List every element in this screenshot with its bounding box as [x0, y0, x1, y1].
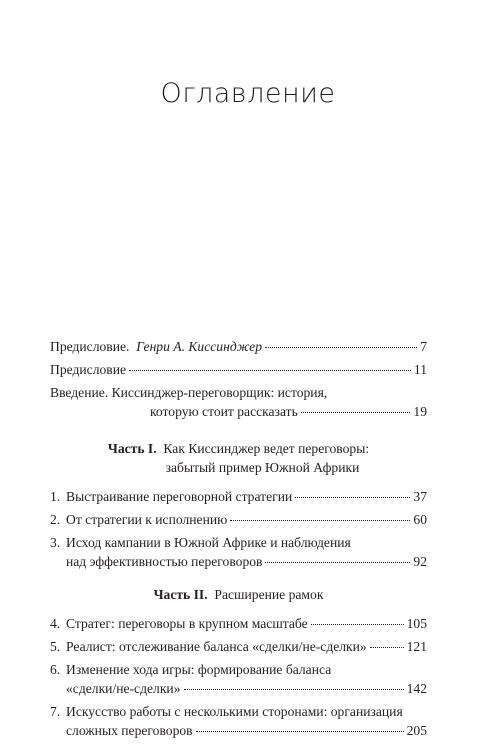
- part-heading: [50, 441, 427, 479]
- chapter-title: Исход кампании в Южной Африке и наблюдения: [66, 535, 351, 550]
- toc-entry-chapter[interactable]: [50, 704, 427, 746]
- dot-leader: [196, 731, 404, 732]
- toc-entry-page: 37: [413, 489, 427, 504]
- chapter-title: Изменение хода игры: формирование баланса: [66, 662, 332, 677]
- part-heading: [50, 587, 427, 606]
- toc-entry-label: Введение. Киссинджер-переговорщик: история,: [50, 385, 328, 400]
- toc-entry-page: 92: [413, 554, 427, 569]
- toc-entry-chapter[interactable]: [50, 535, 427, 577]
- toc-entry-chapter[interactable]: [50, 639, 427, 662]
- toc-entry-foreword[interactable]: [50, 339, 427, 362]
- part-label: Часть I.: [107, 441, 157, 456]
- chapter-title: От стратегии к исполнению: [66, 512, 228, 527]
- toc-entry-page: 19: [413, 404, 427, 419]
- toc-entry-label-cont: которую стоит рассказать: [150, 404, 298, 419]
- dot-leader: [265, 347, 417, 348]
- page-title: Оглавление: [160, 78, 336, 109]
- toc-entry-chapter[interactable]: [50, 616, 427, 639]
- toc-entry-page: 60: [413, 512, 427, 527]
- toc-entry-chapter[interactable]: [50, 489, 427, 512]
- part-title: Как Киссинджер ведет переговоры:: [163, 441, 370, 456]
- chapter-number: 1.: [50, 489, 61, 504]
- part-label: Часть II.: [153, 587, 208, 602]
- toc-entry-preface[interactable]: [50, 362, 427, 385]
- toc-entry-page: 205: [406, 723, 427, 738]
- dot-leader: [370, 647, 404, 648]
- toc-entry-author: Генри А. Киссинджер: [136, 339, 263, 354]
- chapter-number: 3.: [50, 535, 61, 550]
- chapter-number: 5.: [50, 639, 61, 654]
- dot-leader: [230, 520, 410, 521]
- chapter-title-cont: «сделки/не-сделки»: [66, 681, 181, 696]
- dot-leader: [265, 562, 410, 563]
- toc-entry-page: 121: [406, 639, 427, 654]
- dot-leader: [184, 689, 404, 690]
- part-title: Расширение рамок: [214, 587, 324, 602]
- part-title-cont: забытый пример Южной Африки: [165, 460, 360, 475]
- chapter-title: Стратег: переговоры в крупном масштабе: [66, 616, 308, 631]
- chapter-title-cont: сложных переговоров: [66, 723, 193, 738]
- chapter-number: 2.: [50, 512, 61, 527]
- dot-leader: [311, 624, 404, 625]
- dot-leader: [301, 412, 411, 413]
- chapter-title: Реалист: отслеживание баланса «сделки/не-сделки»: [66, 639, 367, 654]
- toc-entry-page: 142: [406, 681, 427, 696]
- toc-entry-label: Предисловие: [50, 362, 127, 377]
- chapter-title-cont: над эффективностью переговоров: [66, 554, 263, 569]
- chapter-number: 6.: [50, 662, 61, 677]
- toc-entry-intro[interactable]: [50, 385, 427, 427]
- toc-entry-page: 105: [406, 616, 427, 631]
- chapter-number: 7.: [50, 704, 61, 719]
- chapter-title: Искусство работы с несколькими сторонами: организация: [66, 704, 403, 719]
- toc-entry-chapter[interactable]: [50, 662, 427, 704]
- chapter-title: Выстраивание переговорной стратегии: [66, 489, 293, 504]
- table-of-contents: [50, 339, 427, 746]
- toc-entry-chapter[interactable]: [50, 512, 427, 535]
- dot-leader: [295, 497, 410, 498]
- dot-leader: [129, 370, 411, 371]
- toc-entry-page: 7: [420, 339, 427, 354]
- toc-entry-label: Предисловие.: [50, 339, 130, 354]
- toc-entry-page: 11: [413, 362, 427, 377]
- chapter-number: 4.: [50, 616, 61, 631]
